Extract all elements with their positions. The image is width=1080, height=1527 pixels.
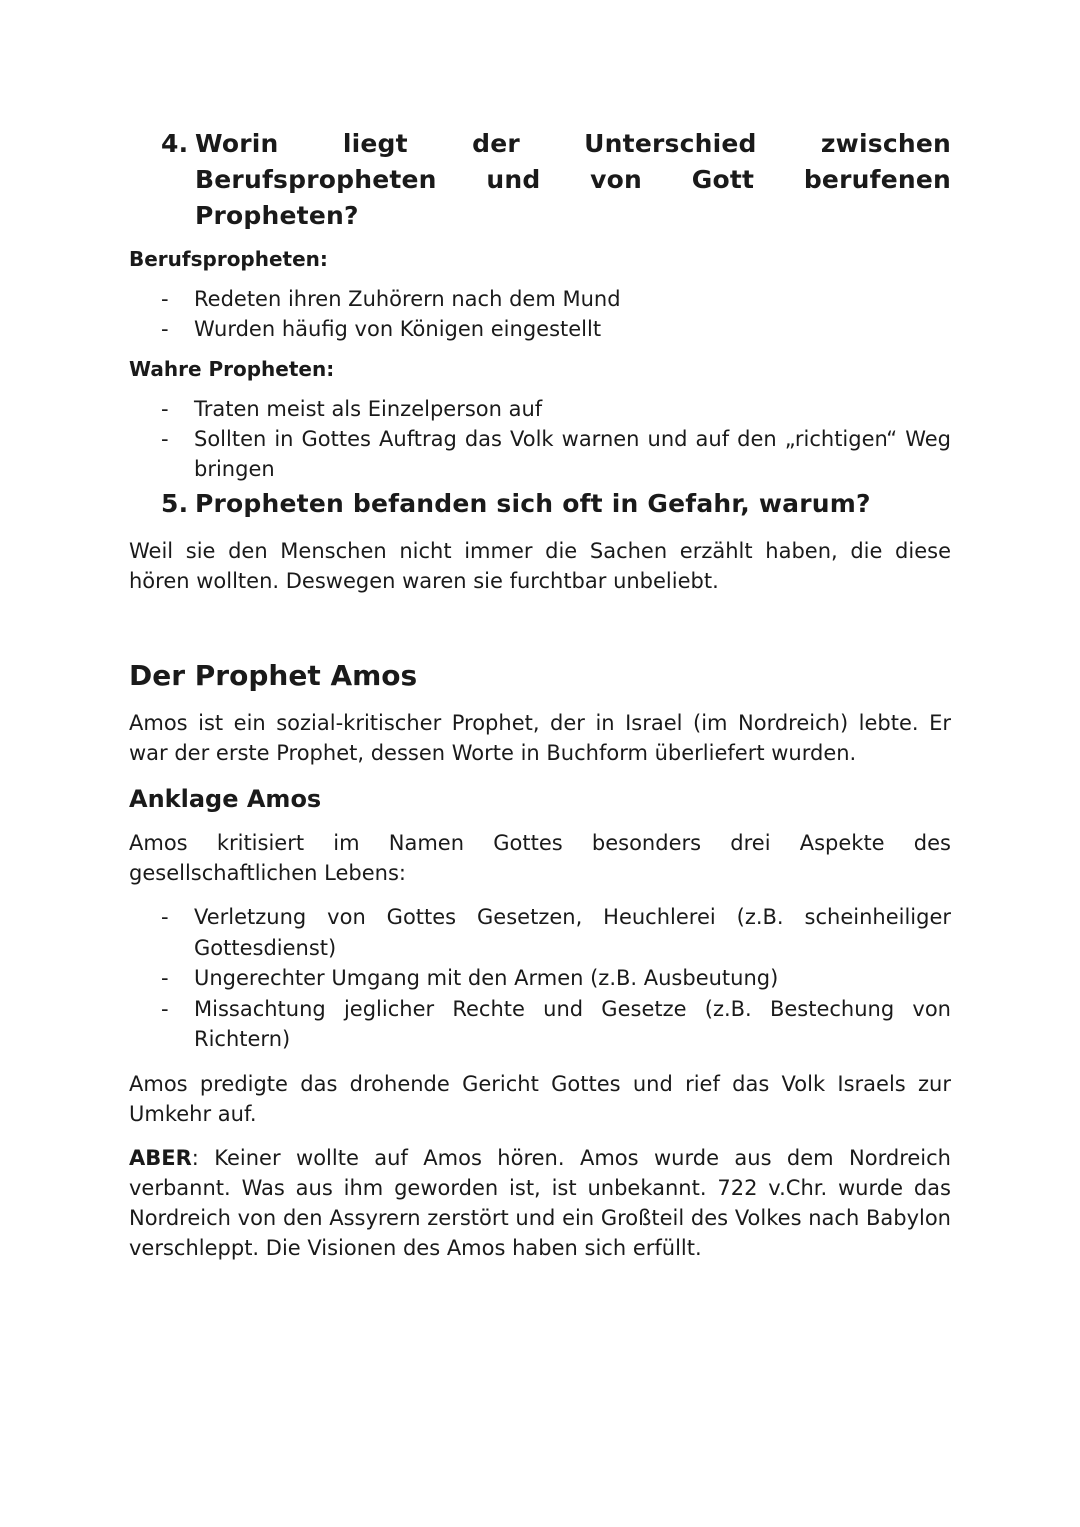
aber-text: : Keiner wollte auf Amos hören. Amos wurde aus dem Nordreich verbannt. Was aus ihm geworden ist, ist unbekannt. 722 v.Chr. wurde das Nordreich von den Assyrern zerstört und ein Großteil des Volkes nach Babylon verschleppt. Die Visionen des Amos haben sich erfüllt.	[129, 1145, 951, 1260]
question-5-text: Propheten befanden sich oft in Gefahr, warum?	[195, 489, 871, 518]
aber-paragraph	[129, 1143, 951, 1263]
anklage-heading: Anklage Amos	[129, 785, 322, 813]
wahre-propheten-label: Wahre Propheten:	[129, 357, 335, 381]
question-5-answer: Weil sie den Menschen nicht immer die Sachen erzählt haben, die diese hören wollten. Deswegen waren sie furchtbar unbeliebt.	[129, 539, 951, 593]
amos-intro: Amos ist ein sozial-kritischer Prophet, der in Israel (im Nordreich) lebte. Er war der erste Prophet, dessen Worte in Buchform überliefert wurden.	[129, 711, 951, 765]
list-item: - Sollten in Gottes Auftrag das Volk warnen und auf den „richtigen“ Weg bringen	[129, 424, 951, 484]
question-5-heading	[129, 486, 951, 522]
list-item: - Verletzung von Gottes Gesetzen, Heuchlerei (z.B. scheinheiliger Gottesdienst)	[129, 902, 951, 963]
question-4-number: 4.	[161, 129, 189, 158]
berufspropheten-label: Berufspropheten:	[129, 247, 328, 271]
list-item: - Missachtung jeglicher Rechte und Gesetze (z.B. Bestechung von Richtern)	[129, 994, 951, 1055]
list-item: - Ungerechter Umgang mit den Armen (z.B. Ausbeutung)	[129, 963, 951, 994]
question-5-number: 5.	[161, 489, 189, 518]
page-content	[129, 126, 951, 1277]
anklage-aspects-list	[129, 902, 951, 1055]
list-item: - Traten meist als Einzelperson auf	[129, 394, 951, 424]
list-item: - Redeten ihren Zuhörern nach dem Mund	[129, 284, 951, 314]
list-item: - Wurden häufig von Königen eingestellt	[129, 314, 951, 344]
question-4-text: Worin liegt der Unterschied zwischen Berufspropheten und von Gott berufenen Propheten?	[195, 129, 951, 230]
aber-label: ABER	[129, 1145, 192, 1170]
question-4-heading	[129, 126, 951, 234]
berufspropheten-list	[129, 284, 951, 344]
anklage-intro: Amos kritisiert im Namen Gottes besonders drei Aspekte des gesellschaftlichen Lebens:	[129, 831, 951, 885]
wahre-propheten-list	[129, 394, 951, 484]
amos-heading: Der Prophet Amos	[129, 659, 418, 692]
amos-predigt: Amos predigte das drohende Gericht Gottes und rief das Volk Israels zur Umkehr auf.	[129, 1071, 951, 1126]
